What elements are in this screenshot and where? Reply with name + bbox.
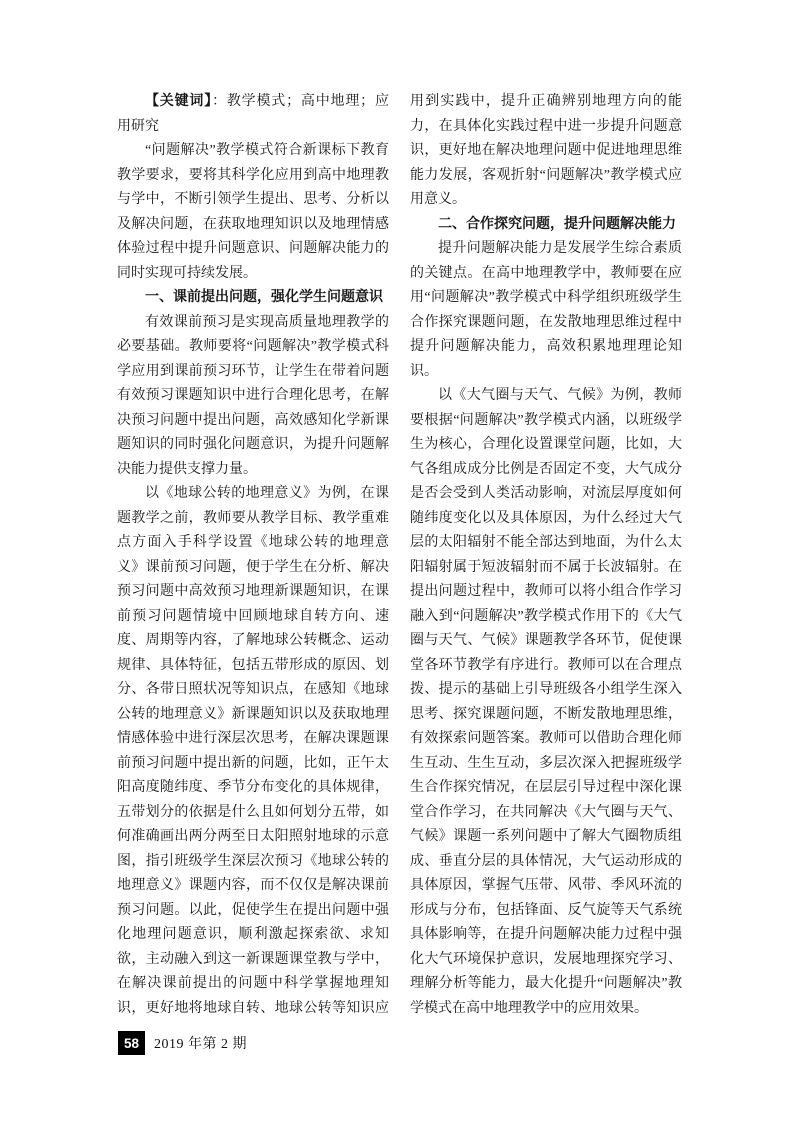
paragraph: 以《大气圈与天气、气候》为例，教师要根据“问题解决”教学模式内涵，以班级学生为核心，合理化设置课堂问题，比如，大气各组成成分比例是否固定不变，大气成分是否会受到人类活动影响，对流层厚度如何随纬度变化以及具体原因，为什么经过大气层的太阳辐射不能全部达到地面，为什么太阳辐射属于短波辐射而不属于长波辐射。在提出问题过程中，教师可以将小组合作学习融入到“问题解决”教学模式作用下的《大气圈与天气、气候》课题教学各环节，促使课堂各环节教学有序进行。教师可以在合理点拨、提示的基础上引导班级各小组学生深入思考、探究课题问题，不断发散地理思维，有效探索问题答案。教师可以借助合理化师生互动、生生互动，多层次深入把握班级学生合作探究情况，在层层引导过程中深化课堂合作学习，在共同解决《大气圈与天气、气候》课题一系列问题中了解大气圈物质组成、垂直分层的具体情况，大气运动形成的具体原因，掌握气压带、风带、季风环流的形成与分布，包括锋面、反气旋等天气系统具体影响等，在提升问题解决能力过程中强化大气环境保护意识，发展地理探究学习、理解分析等能力，最大化提升“问题解决”教学模式在高中地理教学中的应用效果。 — [410, 388, 682, 1016]
keywords-label: 【关键词】 — [145, 94, 213, 109]
paragraph-continued: 用到实践中，提升正确辨别地理方向的能力，在具体化实践过程中进一步提升问题意识，更好地在解决地理问题中促进地理思维能力发展，客观折射“问题解决”教学模式应用意义。 — [410, 94, 682, 207]
section-heading: 一、课前提出问题，强化学生问题意识 — [145, 290, 383, 305]
section-heading: 二、合作探究问题，提升问题解决能力 — [438, 216, 676, 232]
paragraph: 以《地球公转的地理意义》为例，在课题教学之前，教师要从教学目标、教学重难点方面入手科学设置《地球公转的地理意义》课前预习问题，便于学生在分析、解决预习问题中高效预习地理新课题知识，在课前预习问题情境中回顾地球自转方向、速度、周期等内容，了解地球公转概念、运动规律、具体特征，包括五带形成的原因、划分、各带日照状况等知识点，在感知《地球公转的地理意义》新课题知识以及获取地理情感体验中进行深层次思考，在解决课题课前预习问题中提出新的问题，比如，正午太阳高度随纬度、季节分布变化的具体规律，五带划分的依据是什么且如何划分五带，如何准确画出两分两至日太阳照射地球的示意图，指引班级学生深层次预习《地球公转的地理意义》课题内容，而不仅仅是解决课前预习问题。以此，促使学生在提出问题中强化地理问题意识，顺利激起探索欲、求知欲，主动融入到这一新课题课堂教与学中，在解决课前提出的问题中科学掌握地理知识，更好地将地球自转、地球公转等知识应 — [117, 486, 389, 1016]
column-left — [117, 90, 389, 1021]
page-footer — [118, 1031, 247, 1055]
column-right — [410, 90, 682, 1021]
journal-issue: 2019 年第 2 期 — [154, 1037, 247, 1052]
article-body — [117, 90, 682, 1021]
paragraph: “问题解决”教学模式符合新课标下教育教学要求，要将其科学化应用到高中地理教与学中，不断引领学生提出、思考、分析以及解决问题，在获取地理知识以及地理情感体验过程中提升问题意识、问题解决能力的同时实现可持续发展。 — [117, 143, 389, 281]
keywords-line: 【关键词】：教学模式；高中地理；应用研究 — [117, 94, 389, 134]
paragraph: 有效课前预习是实现高质量地理教学的必要基础。教师要将“问题解决”教学模式科学应用到课前预习环节，让学生在带着问题有效预习课题知识中进行合理化思考，在解决预习问题中提出问题，高效感知化学新课题知识的同时强化问题意识，为提升问题解决能力提供支撑力量。 — [117, 314, 389, 477]
paragraph: 提升问题解决能力是发展学生综合素质的关键点。在高中地理教学中，教师要在应用“问题解决”教学模式中科学组织班级学生合作探究课题问题，在发散地理思维过程中提升问题解决能力，高效积累地理理论知识。 — [410, 241, 682, 379]
page-number-badge: 58 — [118, 1031, 145, 1055]
